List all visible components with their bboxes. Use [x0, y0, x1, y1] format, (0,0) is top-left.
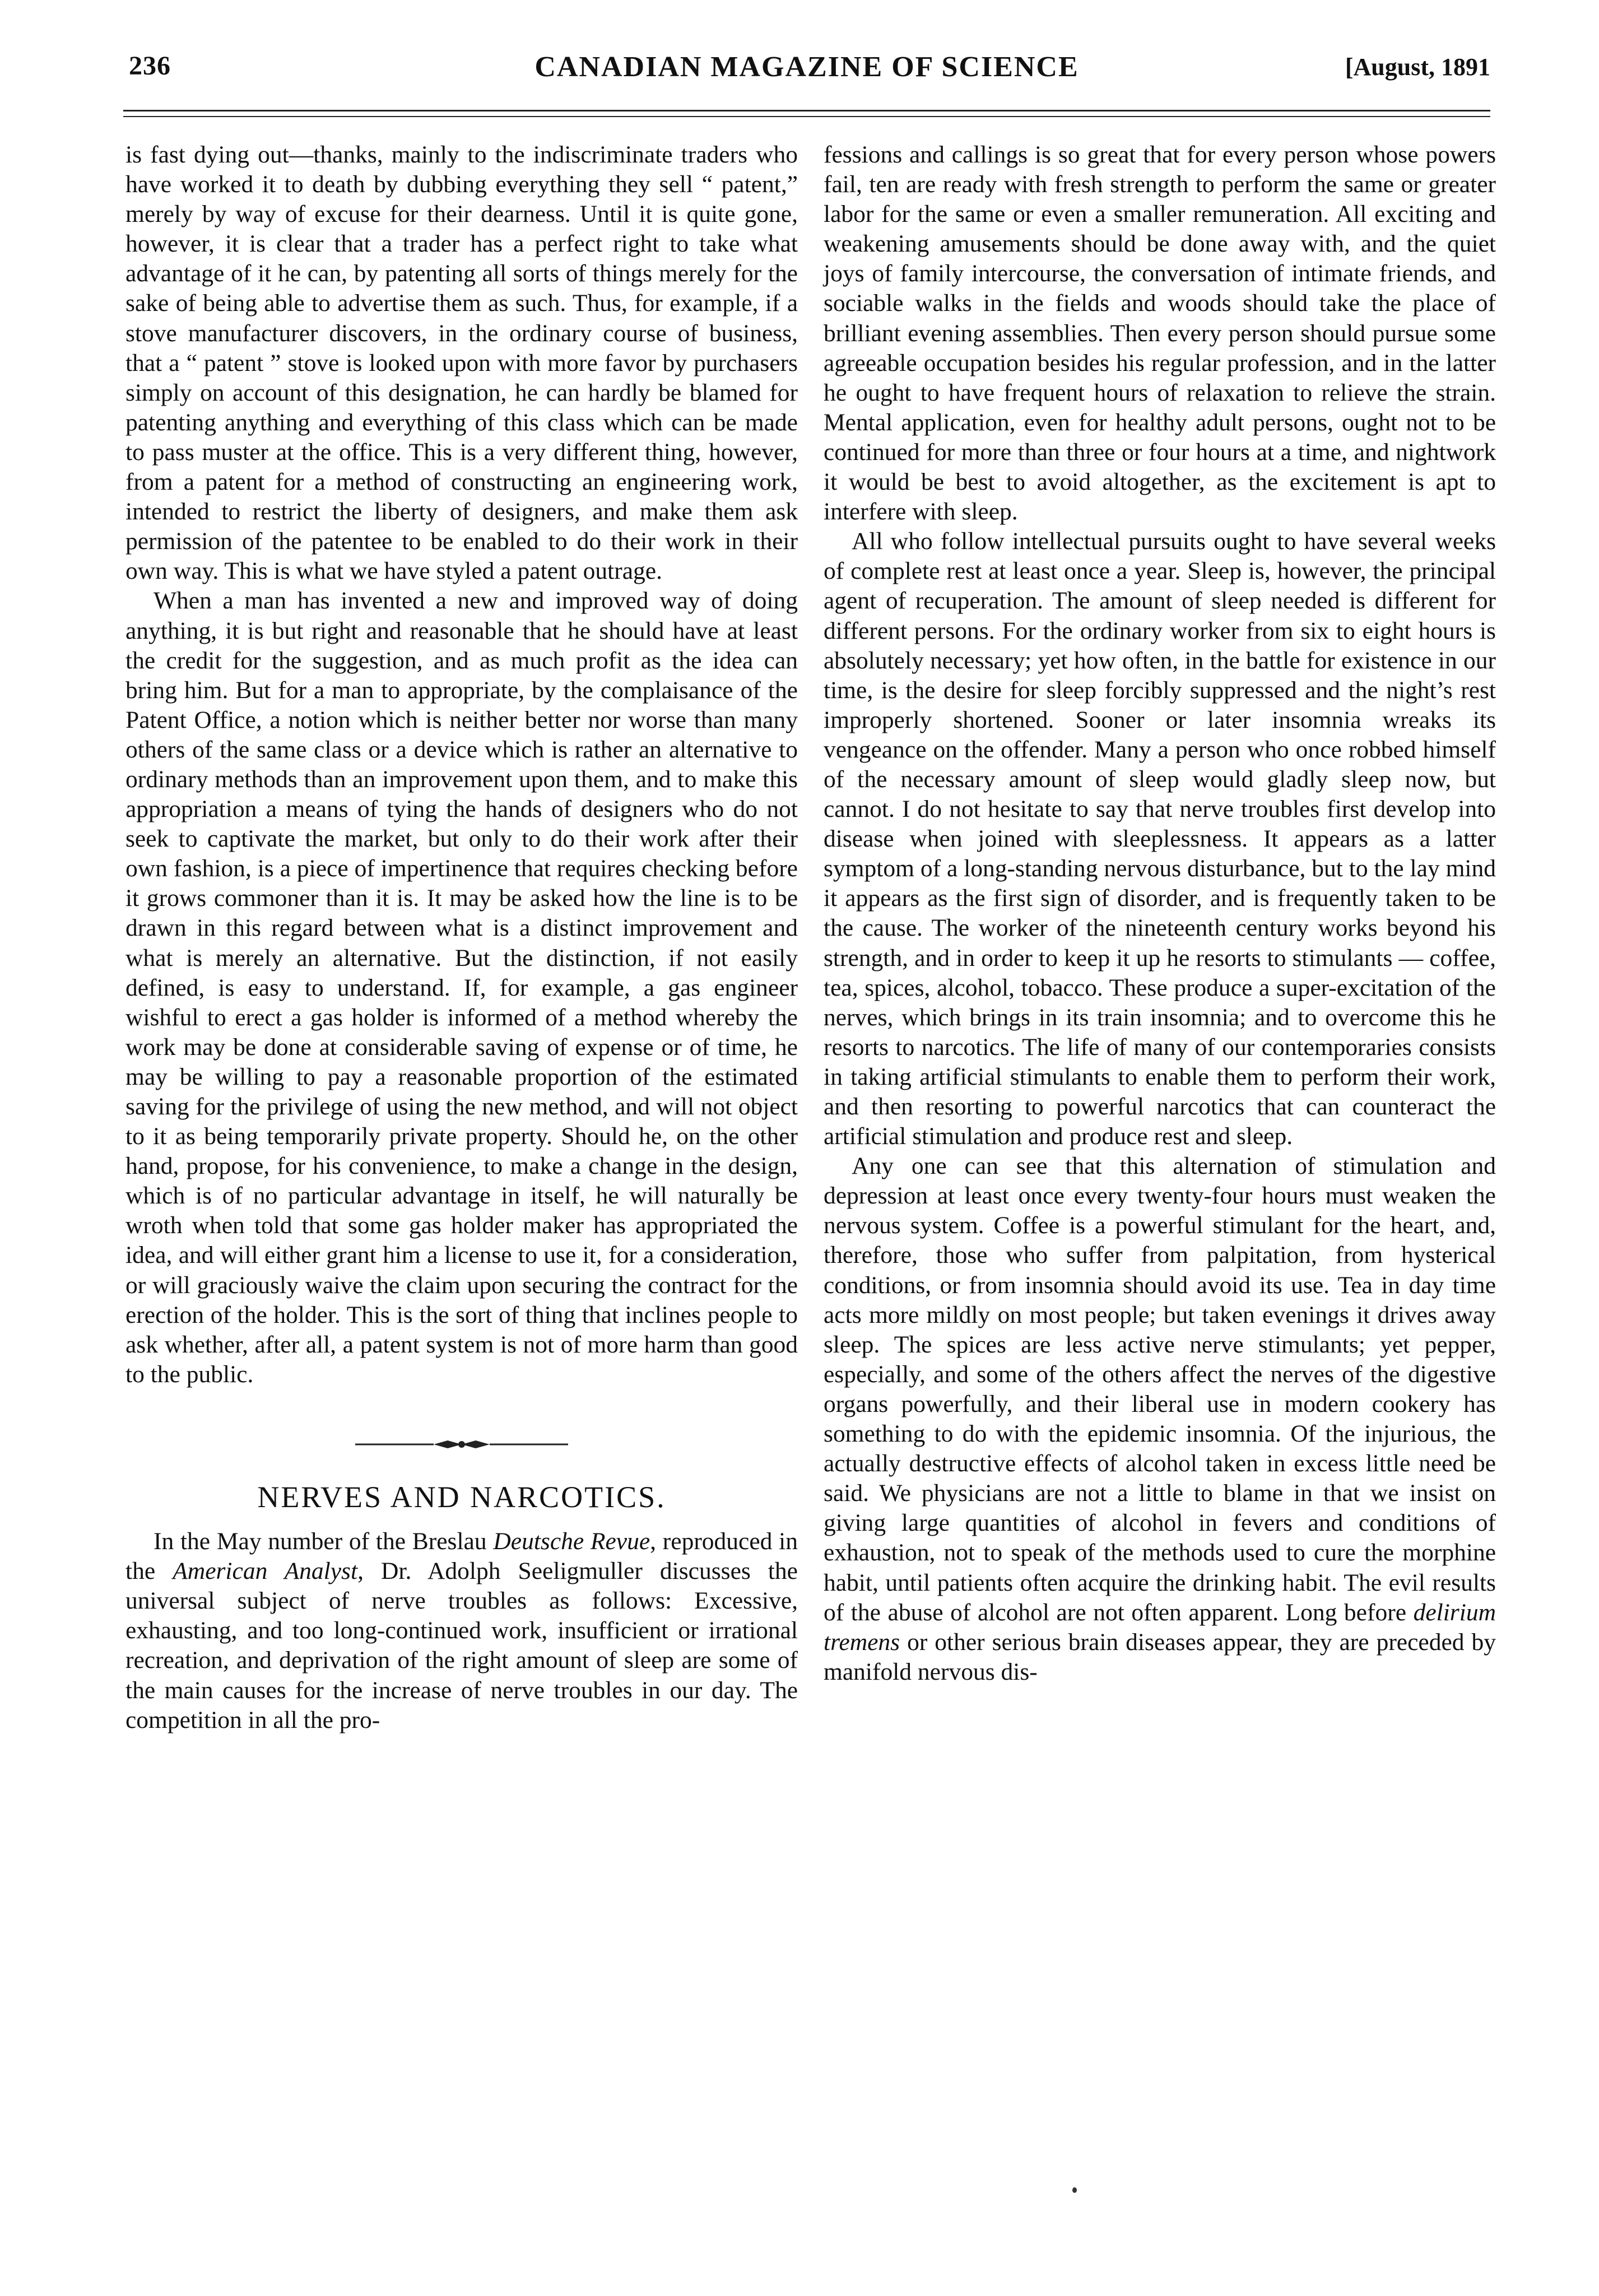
running-header	[123, 50, 1490, 95]
stimulants-text-end: or other serious brain diseases appear, they are preceded by manifold nervous dis-	[824, 1628, 1496, 1685]
stimulants-paragraph	[824, 1151, 1496, 1687]
intro-text-end: , Dr. Adolph Seeligmuller discusses the universal subject of nerve troubles as follows: Excessive, exhausting, and too long-continued work, insufficient or irrational recreation, and deprivation of the right amount of sleep are some of the main causes for the increase of nerve troubles in our day. The competition in all the pro-	[125, 1558, 798, 1733]
left-column	[125, 140, 798, 1735]
section-intro-paragraph	[125, 1527, 798, 1735]
header-rule	[123, 110, 1490, 111]
source-journal-title: American Analyst	[173, 1558, 358, 1585]
page-number: 236	[129, 51, 171, 81]
issue-date: [August, 1891	[1345, 53, 1490, 81]
right-column	[824, 140, 1496, 1687]
delirium-term: delirium tremens	[824, 1598, 1496, 1656]
continued-paragraph: is fast dying out—thanks, mainly to the indiscriminate traders who have worked it to death by dubbing everything they sell “ patent,” merely by way of excuse for their dearness. Until it is quite gone, however, it is clear that a trader has a perfect right to take what advantage of it he can, by patenting all sorts of things merely for the sake of being able to advertise them as such. Thus, for example, if a stove manufacturer discovers, in the ordinary course of business, that a “ patent ” stove is looked upon with more favor by purchasers simply on account of this designation, he can hardly be blamed for patenting anything and everything of this class which can be made to pass muster at the office. This is a very different thing, however, from a patent for a method of constructing an engineering work, intended to restrict the liberty of designers, and make them ask permission of the patentee to be enabled to do their work in their own way. This is what we have styled a patent outrage.	[125, 141, 798, 585]
intro-text-middle: , reproduced in the	[125, 1528, 798, 1585]
patent-paragraph: When a man has invented a new and improved way of doing anything, it is but right and reasonable that he should have at least the credit for the suggestion, and as much profit as the idea can bring him. But for a man to appropriate, by the complaisance of the Patent Office, a notion which is neither better nor worse than many others of the same class or a device which is rather an alternative to ordinary methods than an improvement upon them, and to make this appropriation a means of tying the hands of designers who do not seek to captivate the market, but only to do their work after their own fashion, is a piece of impertinence that requires checking before it grows commoner than it is. It may be asked how the line is to be drawn in this regard between what is a distinct improvement and what is merely an alternative. But the distinction, if not easily defined, is easy to understand. If, for example, a gas engineer wishful to erect a gas holder is informed of a method whereby the work may be done at considerable saving of expense or of time, he may be willing to pay a reasonable proportion of the estimated saving for the privilege of using the new method, and will not object to it as being temporarily private property. Should he, on the other hand, propose, for his convenience, to make a change in the design, which is of no particular advantage in itself, he will naturally be wroth when told that some gas holder maker has appropriated the idea, and will either grant him a license to use it, for a consideration, or will graciously waive the claim upon securing the contract for the erection of the holder. This is the sort of thing that inclines people to ask whether, after all, a patent system is not of more harm than good to the public.	[125, 587, 798, 1388]
sleep-paragraph: All who follow intellectual pursuits ought to have several weeks of complete rest at least once a year. Sleep is, however, the principal agent of recuperation. The amount of sleep needed is different for different persons. For the ordinary worker from six to eight hours is absolutely necessary; yet how often, in the battle for existence in our time, is the desire for sleep forcibly suppressed and the night’s rest improperly shortened. Sooner or later insomnia wreaks its vengeance on the offender. Many a person who once robbed himself of the necessary amount of sleep would gladly sleep now, but cannot. I do not hesitate to say that nerve troubles first develop into disease when joined with sleeplessness. It appears as a latter symptom of a long-standing nervous disturbance, but to the lay mind it appears as the first sign of disorder, and is frequently taken to be the cause. The worker of the nineteenth century works beyond his strength, and in order to keep it up he resorts to stimulants — coffee, tea, spices, alcohol, tobacco. These produce a super-excitation of the nerves, which brings in its train insomnia; and to overcome this he resorts to narcotics. The life of many of our contemporaries consists in taking artificial stimulants to enable them to perform their work, and then resorting to powerful narcotics that can counteract the artificial stimulation and produce rest and sleep.	[824, 528, 1496, 1150]
section-heading: NERVES AND NARCOTICS.	[257, 1480, 666, 1514]
intro-text-start: In the May number of the Breslau	[154, 1528, 494, 1555]
journal-title: Deutsche Revue	[493, 1528, 650, 1555]
stimulants-text-start: Any one can see that this alternation of stimulation and depression at least once every twenty-four hours must weaken the nervous system. Coffee is a powerful stimulant for the heart, and, therefore, those who suffer from palpitation, from hysterical conditions, or from insomnia should avoid its use. Tea in day time acts more mildly on most people; but taken evenings it drives away sleep. The spices are less active nerve stimulants; yet pepper, especially, and some of the others affect the nerves of the digestive organs powerfully, and their liberal use in modern cookery has something to do with the epidemic insomnia. Of the injurious, the actually destructive effects of alcohol taken in excess little need be said. We physicians are not a little to blame in that we insist on giving large quantities of alcohol in fevers and conditions of exhaustion, not to speak of the methods used to cure the morphine habit, until patients often acquire the drinking habit. The evil results of the abuse of alcohol are not often apparent. Long before	[824, 1152, 1496, 1626]
section-divider-ornament	[355, 1433, 568, 1456]
header-rule-thin	[123, 116, 1490, 117]
continued-paragraph-right: fessions and callings is so great that for every person whose powers fail, ten are ready with fresh strength to perform the same or greater labor for the same or even a smaller remuneration. All exciting and weakening amusements should be done away with, and the quiet joys of family intercourse, the conversation of intimate friends, and sociable walks in the fields and woods should take the place of brilliant evening assemblies. Then every person should pursue some agreeable occupation besides his regular profession, and in the latter he ought to have frequent hours of relaxation to relieve the strain. Mental application, even for healthy adult persons, ought not to be continued for more than three or four hours at a time, and nightwork it would be best to avoid altogether, as the excitement is apt to interfere with sleep.	[824, 141, 1496, 526]
ink-speck	[1072, 2187, 1077, 2193]
running-title: CANADIAN MAGAZINE OF SCIENCE	[534, 51, 1079, 83]
